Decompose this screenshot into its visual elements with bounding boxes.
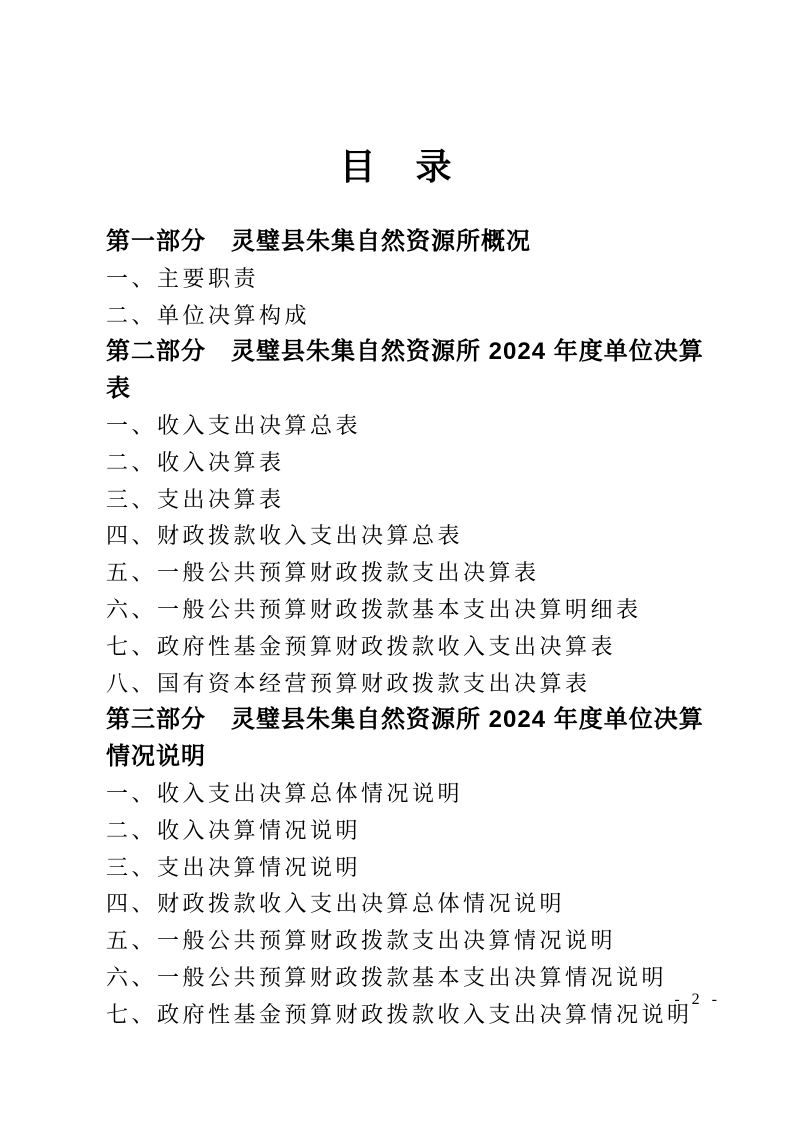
toc-item: 七、政府性基金预算财政拨款收入支出决算情况说明 xyxy=(106,1001,693,1027)
section-items xyxy=(106,408,721,702)
toc-section xyxy=(106,334,721,702)
toc-section xyxy=(106,224,721,334)
toc-item: 三、支出决算表 xyxy=(106,486,285,512)
toc-item: 八、国有资本经营预算财政拨款支出决算表 xyxy=(106,670,591,696)
toc-item: 一、主要职责 xyxy=(106,265,260,291)
toc-item: 一、收入支出决算总表 xyxy=(106,412,362,438)
page-title: 目 录 xyxy=(339,147,454,187)
section-heading: 第二部分 灵璧县朱集自然资源所 2024 年度单位决算表 xyxy=(106,338,704,403)
toc-item: 三、支出决算情况说明 xyxy=(106,854,362,880)
toc-item: 四、财政拨款收入支出决算总表 xyxy=(106,523,464,549)
toc-item: 二、收入决算表 xyxy=(106,449,285,475)
toc xyxy=(106,224,721,1034)
toc-item: 一、收入支出决算总体情况说明 xyxy=(106,780,464,806)
toc-item: 四、财政拨款收入支出决算总体情况说明 xyxy=(106,891,566,917)
toc-item: 六、一般公共预算财政拨款基本支出决算明细表 xyxy=(106,596,642,622)
toc-item: 五、一般公共预算财政拨款支出决算表 xyxy=(106,560,540,586)
toc-item: 五、一般公共预算财政拨款支出决算情况说明 xyxy=(106,928,617,954)
toc-item: 二、收入决算情况说明 xyxy=(106,817,362,843)
section-heading: 第一部分 灵璧县朱集自然资源所概况 xyxy=(106,228,531,255)
page-number: - 2 - xyxy=(674,991,721,1008)
section-heading: 第三部分 灵璧县朱集自然资源所 2024 年度单位决算情况说明 xyxy=(106,706,704,771)
toc-item: 七、政府性基金预算财政拨款收入支出决算表 xyxy=(106,633,617,659)
section-items xyxy=(106,261,721,335)
toc-item: 六、一般公共预算财政拨款基本支出决算情况说明 xyxy=(106,964,668,990)
toc-section xyxy=(106,702,721,1033)
section-items xyxy=(106,776,721,1034)
toc-item: 二、单位决算构成 xyxy=(106,302,311,328)
